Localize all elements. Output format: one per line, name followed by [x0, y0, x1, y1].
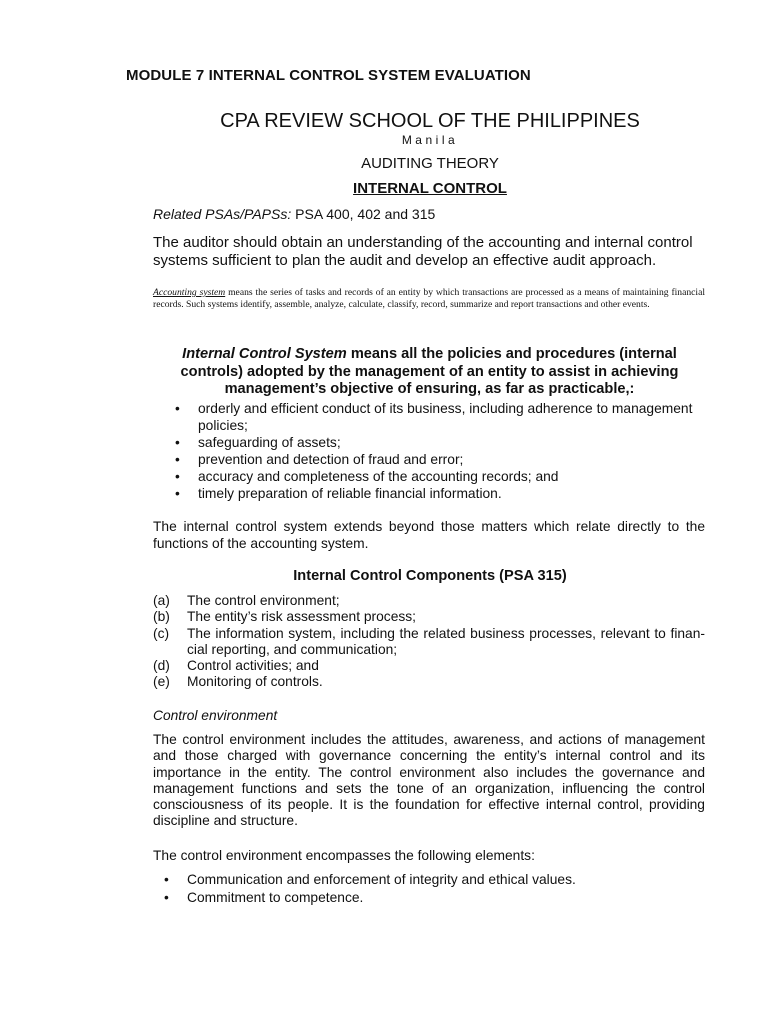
list-item-text: orderly and efficient conduct of its business, including adherence to management policies;: [198, 401, 693, 433]
list-item-text: accuracy and completeness of the accounting records; and: [198, 469, 559, 484]
related-standards-value: PSA 400, 402 and 315: [291, 206, 436, 222]
control-environment-heading: Control environment: [153, 708, 278, 723]
objectives-list: [171, 400, 705, 502]
bullet-icon: •: [175, 486, 180, 501]
component-letter: (d): [153, 658, 170, 674]
accounting-system-definition: [153, 287, 705, 310]
control-environment-paragraph: The control environment includes the attitudes, awareness, and actions of management and those charged with governance concerning the entity’s internal control and its importance in the entity. The control environment also includes the governance and management functions and sets the tone of an organization, influencing the control consciousness of its people. It is the foundation for effective internal control, providing discipline and structure.: [153, 732, 705, 829]
bullet-icon: •: [164, 889, 169, 905]
list-item: [171, 434, 705, 451]
component-item: [153, 658, 705, 674]
control-environment-elements-intro: The control environment encompasses the following elements:: [153, 848, 535, 863]
bullet-icon: •: [175, 452, 180, 467]
component-text: The entity’s risk assessment process;: [187, 609, 417, 625]
component-letter: (b): [153, 609, 170, 625]
list-item-text: Communication and enforcement of integrity and ethical values.: [187, 872, 576, 887]
list-item: [171, 451, 705, 468]
accounting-system-text: means the series of tasks and records of an entity by which transactions are processed as a means of maintaining financial records. Such systems identify, assemble, analyze, calculate, classify, record, summarize and report transactions and other events.: [153, 287, 706, 310]
bullet-icon: •: [175, 401, 180, 416]
extends-paragraph: The internal control system extends beyond those matters which relate directly to the functions of the accounting system.: [153, 519, 705, 551]
internal-control-system-definition: [162, 346, 697, 399]
component-item: [153, 626, 705, 659]
accounting-system-term: Accounting system: [153, 287, 226, 298]
internal-control-system-term: Internal Control System: [182, 346, 347, 362]
bullet-icon: •: [175, 469, 180, 484]
intro-paragraph: The auditor should obtain an understanding of the accounting and internal control systems sufficient to plan the audit and develop an effective audit approach.: [153, 234, 693, 269]
topic-title: INTERNAL CONTROL: [353, 180, 507, 197]
list-item-text: safeguarding of assets;: [198, 435, 341, 450]
internal-control-system-text: means all the policies and procedures (internal controls) adopted by the management of an entity to assist in achieving management’s objective of ensuring, as far as practicable,:: [180, 346, 679, 397]
bullet-icon: •: [164, 872, 169, 887]
related-standards: [153, 206, 435, 222]
list-item-text: prevention and detection of fraud and error;: [198, 452, 464, 467]
component-text: Monitoring of controls.: [187, 674, 323, 690]
component-text: The control environment;: [187, 593, 340, 608]
component-item: [153, 609, 705, 625]
list-item-text: Commitment to competence.: [187, 889, 364, 905]
component-item: [153, 674, 705, 690]
control-environment-elements-list: [160, 871, 705, 906]
list-item: [160, 889, 705, 907]
list-item: [160, 871, 705, 889]
components-list: [153, 593, 705, 691]
list-item: [171, 400, 705, 434]
list-item: [171, 485, 705, 502]
component-text: The information system, including the related business processes, relevant to finan-cial reporting, and communication;: [187, 625, 705, 657]
components-heading: Internal Control Components (PSA 315): [293, 568, 567, 584]
component-item: [153, 593, 705, 609]
component-text: Control activities; and: [187, 658, 319, 674]
related-standards-label: Related PSAs/PAPSs:: [153, 206, 292, 222]
school-city: Manila: [401, 133, 459, 147]
list-item: [171, 468, 705, 485]
component-letter: (a): [153, 593, 170, 608]
component-letter: (c): [153, 625, 170, 641]
school-name: CPA REVIEW SCHOOL OF THE PHILIPPINES: [220, 110, 640, 132]
list-item-text: timely preparation of reliable financial information.: [198, 486, 502, 501]
component-letter: (e): [153, 674, 170, 690]
bullet-icon: •: [175, 435, 180, 450]
subject-title: AUDITING THEORY: [361, 155, 499, 172]
module-title: MODULE 7 INTERNAL CONTROL SYSTEM EVALUATION: [126, 67, 531, 84]
